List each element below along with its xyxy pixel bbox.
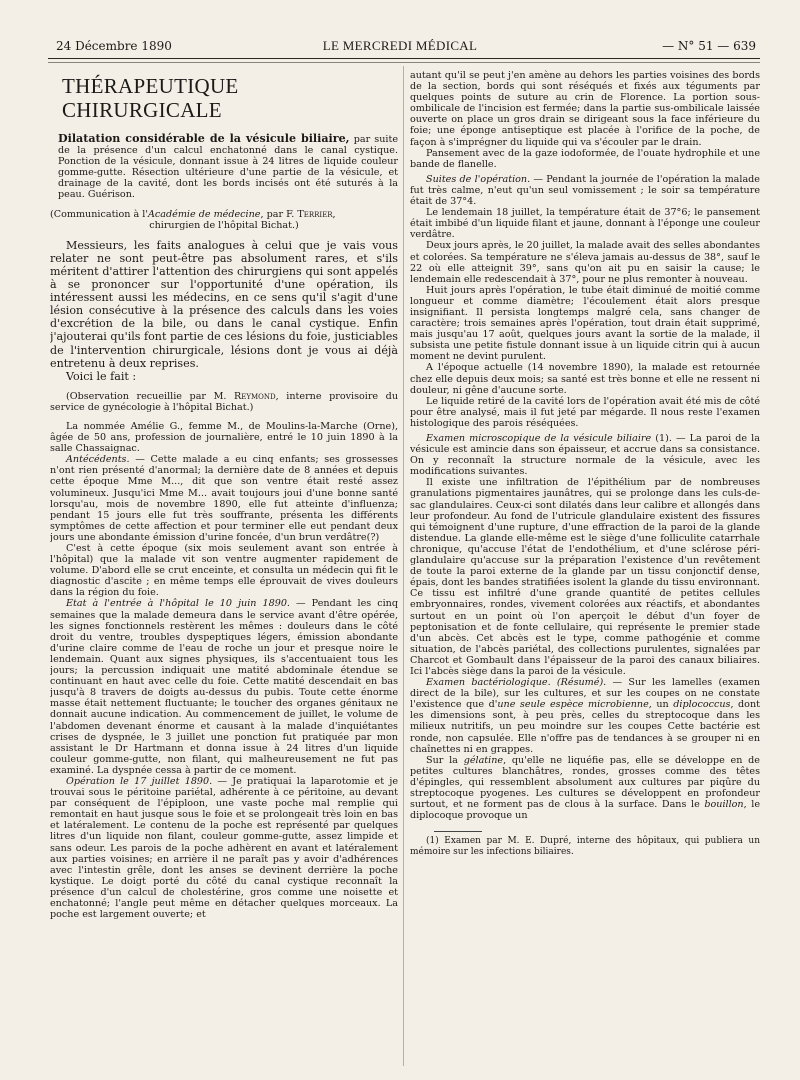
case-title: Dilatation considérable de la vésicule biliaire, <box>58 132 350 145</box>
infiltration-paragraph: Il existe une infiltration de l'épithélium par de nombreuses granulations pigmentaires jaunâtres, qui se prolonge dans les culs-de-sac glandulaires. Ceux-ci sont dilatés dans leur calibre et allongés dans leur profondeur. Au fond de l'utricule glandulaire existent des fissures qui témoignent d'une rupture, d'une effraction de la paroi de la glande distendue. La glande elle-même est le siège d'une folliculite catarrhale chronique, qu'accuse l'état de l'endothélium, et d'une sclérose péri-glandulaire qu'accuse sur la préparation l'existence d'un revêtement de toute la paroi externe de la glande par un tissu conjonctif dense, épais, dont les bandes stratifiées isolent la glande du tissu environnant. Ce tissu est infiltré d'une grande quantité de petites cellules embryonnaires, rondes, vivement colorées aux réactifs, et abondantes surtout en un point où l'on aperçoit le début d'un foyer de peptonisation et de fonte cellulaire, qui représente le premier stade d'un abcès. Cet abcès est le type, comme pathogénie et comme situation, de l'abcès pariétal, des collections purulentes, signalées par Charcot et Gombault dans l'épaisseur de la paroi des canaux biliaires. Ici l'abcès siège dans la paroi de la vésicule. <box>410 477 760 677</box>
examen-bacteriologique-label: Examen bactériologique. (Résumé). <box>426 677 607 689</box>
gelatine-text-b: , qu'elle ne liquéfie pas, elle se développe en de petites cultures blanchâtres, rondes, grosses comme des têtes d'épingles, qui ressemblent absolument aux cultures par piqûre du streptocoque pyogenes. Les cultures se développent en profondeur surtout, et ne forment pas de clous à la surface. Dans le <box>410 754 760 811</box>
huit-jours-paragraph: Huit jours après l'opération, le tube était diminué de moitié comme longueur et comme diamètre; l'écoulement était alors presque insignifiant. Il persista longtemps malgré cela, sans changer de caractère; trois semaines après l'opération, tout drain était supprimé, mais jusqu'au 17 août, quelques jours avant la sortie de la malade, il subsista une petite fistule donnant issue à un liquide citrin qui à aucun moment ne devint purulent. <box>410 284 760 363</box>
bouillon-italic: bouillon <box>704 799 744 811</box>
column-separator <box>403 66 404 1066</box>
observation-suffix: , interne provisoire du service de gynécologie à l'hôpital Bichat.) <box>50 390 398 413</box>
pansement-paragraph: Pansement avec de la gaze iodoformée, de l'ouate hydrophile et une bande de flanelle. <box>410 147 760 170</box>
academy-name: Académie de médecine <box>147 208 261 220</box>
communication-prefix: (Communication à l' <box>50 208 148 220</box>
communication-credit <box>50 209 398 220</box>
gelatine-text-c: , le diplocoque provoque un <box>410 799 760 822</box>
header-page-number: — N° 51 — 639 <box>662 39 756 53</box>
bacteriologique-text-b: , un <box>648 699 674 711</box>
observer-name: Reymond <box>234 390 276 402</box>
author-name: Terrier <box>297 208 333 220</box>
suites-paragraph <box>410 174 760 207</box>
observation-credit <box>50 391 398 413</box>
section-title: THÉRAPEUTIQUE CHIRURGICALE <box>62 74 239 122</box>
gelatine-italic: gélatine <box>463 754 504 766</box>
examen-microscopique-text: (1). — La paroi de la vésicule est amincie dans son épaisseur, et accrue dans sa consistance. On y reconnaît la structure normale de la vésicule, avec les modifications suivantes. <box>410 433 760 478</box>
right-column <box>410 70 760 1070</box>
footnote-rule <box>434 831 482 832</box>
operation-text: — Je pratiquai la laparotomie et je trouvai sous le péritoine pariétal, adhérente à ce péritoine, au devant par conséquent de l'épiploon, une vaste poche mal remplie qui remontait en haut jusque sous le foie et se prolongeait très loin en bas et latéralement. Le contenu de la poche est représenté par quelques litres d'un liquide non filant, couleur gomme-gutte, assez limpide et sans odeur. Les parois de la poche adhèrent en avant et latéralement aux parties voisines; en arrière il ne paraît pas y avoir d'adhérences avec l'intestin grêle, dont les anses se devinent derrière la poche kystique. Le doigt porté du côté du canal cystique reconnaît la présence d'un calcul de cholestérine, gros comme une noisette et enchatonné; l'angle peut même en détacher quelques morceaux. La poche est largement ouverte; et <box>50 775 398 921</box>
intro-paragraph: Messieurs, les faits analogues à celui que je vais vous relater ne sont peut-être pas absolument rares, et s'ils méritent d'attirer l'attention des chirurgiens qui sont appelés à se prononcer sur l'opportunité d'une opération, ils intéressent aussi les médecins, en ce sens qu'il s'agit d'une lésion consécutive à la présence des calculs dans les voies d'excrétion de la bile, ou dans le canal cystique. Enfin j'ajouterai qu'ils font partie de ces lésions du foie, justiciables de l'intervention chirurgicale, lésions dont je vous ai déjà entretenu à deux reprises. <box>50 238 398 370</box>
header-date: 24 Décembre 1890 <box>56 39 172 53</box>
examen-bacteriologique-paragraph <box>410 677 760 755</box>
author-role: chirurgien de l'hôpital Bichat.) <box>149 219 299 231</box>
liquide-paragraph: Le liquide retiré de la cavité lors de l'opération avait été mis de côté pour être analysé, mais il fut jeté par mégarde. Il nous reste l'examen histologique des parois réséquées. <box>410 395 760 429</box>
continuation-paragraph: autant qu'il se peut j'en amène au dehors les parties voisines des bords de la section, bords qui sont réséqués et fixés aux téguments par quelques points de suture au crin de Florence. La portion sous-ombilicale de l'incision est fermée; dans la partie sus-ombilicale laissée ouverte on place un gros drain se dirigeant sous la face inférieure du foie; une éponge antiseptique est placée à l'orifice de la poche, de façon à s'imprégner du liquide qui va s'écouler par le drain. <box>410 70 760 148</box>
bacteriologique-text-c: , dont les dimensions sont, à peu près, celles du streptocoque dans les milieux nutritifs, un peu moindre sur les coupes Cette bactérie est ronde, non capsulée. Elle n'offre pas de tendances à se grouper ni en chaînettes ni en grappes. <box>410 699 760 755</box>
epoque-actuelle-paragraph: A l'époque actuelle (14 novembre 1890), la malade est retournée chez elle depuis deux mois; sa santé est très bonne et elle ne ressent ni douleur, ni gêne d'aucune sorte. <box>410 362 760 396</box>
header-rule <box>48 58 760 59</box>
etat-label: Etat à l'entrée à l'hôpital le 10 juin 1890. <box>66 598 290 610</box>
case-summary <box>50 132 398 201</box>
gelatine-paragraph <box>410 755 760 822</box>
header-rule-thin <box>48 62 760 63</box>
lendemain-paragraph: Le lendemain 18 juillet, la température était de 37°6; le pansement était imbibé d'un liquide filant et jaune, donnant à l'éponge une couleur verdâtre. <box>410 207 760 241</box>
operation-paragraph <box>50 776 398 920</box>
bacteriologique-italic-diplococcus: diplococcus <box>673 699 731 711</box>
left-column <box>50 70 398 1070</box>
deux-jours-paragraph: Deux jours après, le 20 juillet, la malade avait des selles abondantes et colorées. Sa température ne s'éleva jamais au-dessus de 38°, sauf le 22 où elle atteignit 39°, sans qu'on ait pu en saisir la cause; le lendemain elle redescendait à 37°, pour ne plus remonter à nouveau. <box>410 240 760 285</box>
antecedents-label: Antécédents. <box>66 454 130 466</box>
observation-prefix: (Observation recueillie par M. <box>66 390 235 402</box>
examen-microscopique-label: Examen microscopique de la vésicule biliaire <box>426 433 652 444</box>
antecedents-paragraph <box>50 454 398 543</box>
etat-paragraph <box>50 598 398 776</box>
antecedents-text: — Cette malade a eu cinq enfants; ses grossesses n'ont rien présenté d'anormal; la dernière date de 8 années et depuis cette époque Mme M..., dit que son ventre était resté assez volumineux. Jusqu'ici Mme M... avait toujours joui d'une bonne santé lorsqu'au, mois de novembre 1890, elle fut atteinte d'influenza; pendant 15 jours elle fut très souffrante, présenta les différents symptômes de cette affection et pour terminer elle eut pendant deux jours une abondante émission d'urine foncée, d'un brun verdâtre(?) <box>50 454 398 543</box>
epoque-paragraph: C'est à cette époque (six mois seulement avant son entrée à l'hôpital) que la malade vit son ventre augmenter rapidement de volume. D'abord elle se crut enceinte, et consulta un médecin qui fit le diagnostic d'ascite ; en même temps elle éprouvait de vives douleurs dans la région du foie. <box>50 543 398 599</box>
gelatine-text-a: Sur la <box>426 754 464 766</box>
header-journal-title: LE MERCREDI MÉDICAL <box>322 38 478 53</box>
communication-by: , par F. <box>260 208 298 220</box>
patient-paragraph: La nommée Amélie G., femme M., de Moulins-la-Marche (Orne), âgée de 50 ans, profession de journalière, entré le 10 juin 1890 à la salle Chassaignac. <box>50 420 398 455</box>
footnote: (1) Examen par M. E. Dupré, interne des hôpitaux, qui publiera un mémoire sur les infections biliaires. <box>410 836 760 857</box>
examen-microscopique-paragraph <box>410 433 760 477</box>
suites-text: — Pendant la journée de l'opération la malade fut très calme, n'eut qu'un seul vomissement ; le soir sa température était de 37°4. <box>410 173 760 208</box>
bacteriologique-italic-species: une seule espèce microbienne <box>497 699 649 711</box>
etat-text: — Pendant les cinq semaines que la malade demeura dans le service avant d'être opérée, les signes fonctionnels restèrent les mêmes : douleurs dans le côté droit du ventre, troubles dyspeptiques légers, émission abondante d'urine claire comme de l'eau de roche un jour et presque noire le lendemain. Quant aux signes physiques, ils s'accentuaient tous les jours; la percussion indiquait une matité abdominale étendue se continuant en haut avec celle du foie. Cette matité descendait en bas jusqu'à 8 travers de doigts au-dessus du pubis. Toute cette énorme masse était nettement fluctuante; le toucher des organes génitaux ne donnait aucune indication. Au commencement de juillet, le volume de l'abdomen devenant énorme et causant à la malade d'inquiétantes crises de dyspnée, le 3 juillet une ponction fut pratiquée par mon assistant le Dr Hartmann et donna issue à 24 litres d'un liquide couleur gomme-gutte, non filant, qui malheureusement ne fut pas examiné. La dyspnée cessa à partir de ce moment. <box>50 598 398 776</box>
suites-label: Suites de l'opération. <box>426 173 531 185</box>
operation-label: Opération le 17 juillet 1890. <box>66 775 213 787</box>
bacteriologique-text-a: — Sur les lamelles (examen direct de la bile), sur les cultures, et sur les coupes on ne constate l'existence que d' <box>410 677 760 711</box>
communication-suffix: , <box>332 208 336 220</box>
voici-line: Voici le fait : <box>66 369 137 383</box>
case-summary-text: par suite de la présence d'un calcul enchatonné dans le canal cystique. Ponction de la vésicule, donnant issue à 24 litres de liquide couleur gomme-gutte. Résection ultérieure d'une partie de la vésicule, et drainage de la cavité, dont les bords incisés ont été suturés à la peau. Guérison. <box>58 134 398 201</box>
